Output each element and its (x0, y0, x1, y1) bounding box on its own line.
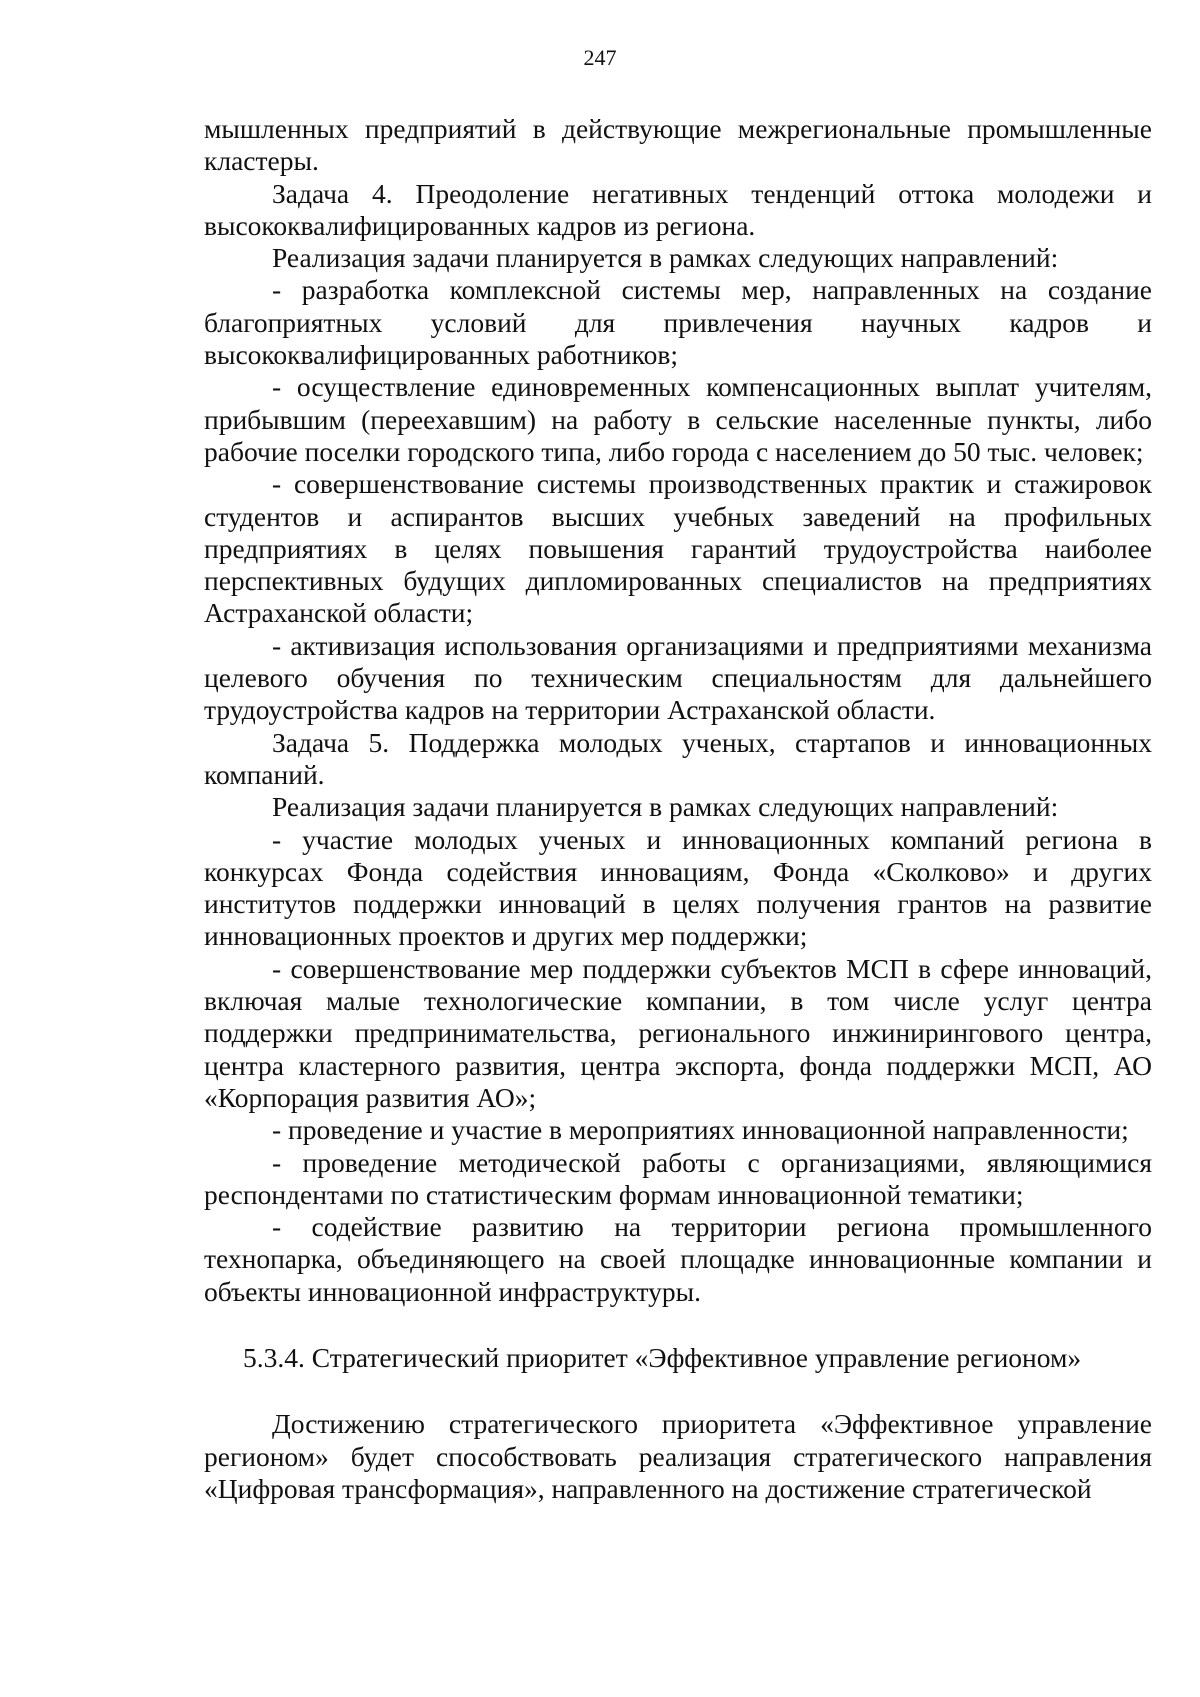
section-heading: 5.3.4. Стратегический приоритет «Эффективное управление регионом» (243, 1341, 1082, 1373)
paragraphs-before-heading (204, 113, 1152, 1308)
list-item: - активизация использования организациями и предприятиями механизма целевого обучения по техническим специальностям для дальнейшего трудоустройства кадров на территории Астраханской области. (204, 629, 1152, 726)
list-item: - осуществление единовременных компенсационных выплат учителям, прибывшим (переехавшим) на работу в сельские населенные пункты, либо рабочие поселки городского типа, либо города с населением до 50 тыс. человек; (204, 371, 1152, 467)
document-body (204, 113, 1152, 1505)
list-item: - содействие развитию на территории региона промышленного технопарка, объединяющего на своей площадке инновационные компании и объекты инновационной инфраструктуры. (204, 1211, 1152, 1307)
list-item: - проведение и участие в мероприятиях инновационной направленности; (272, 1114, 1129, 1146)
page-number: 247 (583, 45, 617, 70)
paragraph: Реализация задачи планируется в рамках следующих направлений: (272, 791, 1059, 823)
paragraph: мышленных предприятий в действующие межрегиональные промышленные кластеры. (204, 113, 1152, 177)
paragraphs-after-heading (204, 1408, 1152, 1505)
paragraph: Реализация задачи планируется в рамках следующих направлений: (272, 242, 1059, 274)
paragraph: Достижению стратегического приоритета «Эффективное управление регионом» будет способствовать реализация стратегического направления «Цифровая трансформация», направленного на достижение стратегической (204, 1408, 1152, 1504)
list-item: - проведение методической работы с организациями, являющимися респондентами по статистическим формам инновационной тематики; (204, 1146, 1152, 1210)
list-item: - разработка комплексной системы мер, направленных на создание благоприятных условий для привлечения научных кадров и высококвалифицированных работников; (204, 274, 1152, 371)
task-5-paragraph: Задача 5. Поддержка молодых ученых, стартапов и инновационных компаний. (204, 726, 1152, 790)
task-4-paragraph: Задача 4. Преодоление негативных тенденций оттока молодежи и высококвалифицированных кадров из региона. (204, 177, 1152, 241)
list-item: - совершенствование системы производственных практик и стажировок студентов и аспирантов высших учебных заведений на профильных предприятиях в целях повышения гарантий трудоустройства наиболее перспективных будущих дипломированных специалистов на предприятиях Астраханской области; (204, 468, 1152, 629)
list-item: - участие молодых ученых и инновационных компаний региона в конкурсах Фонда содействия инновациям, Фонда «Сколково» и других институтов поддержки инноваций в целях получения грантов на развитие инновационных проектов и других мер поддержки; (204, 823, 1152, 952)
list-item: - совершенствование мер поддержки субъектов МСП в сфере инноваций, включая малые технологические компании, в том числе услуг центра поддержки предпринимательства, регионального инжинирингового центра, центра кластерного развития, центра экспорта, фонда поддержки МСП, АО «Корпорация развития АО»; (204, 952, 1152, 1113)
